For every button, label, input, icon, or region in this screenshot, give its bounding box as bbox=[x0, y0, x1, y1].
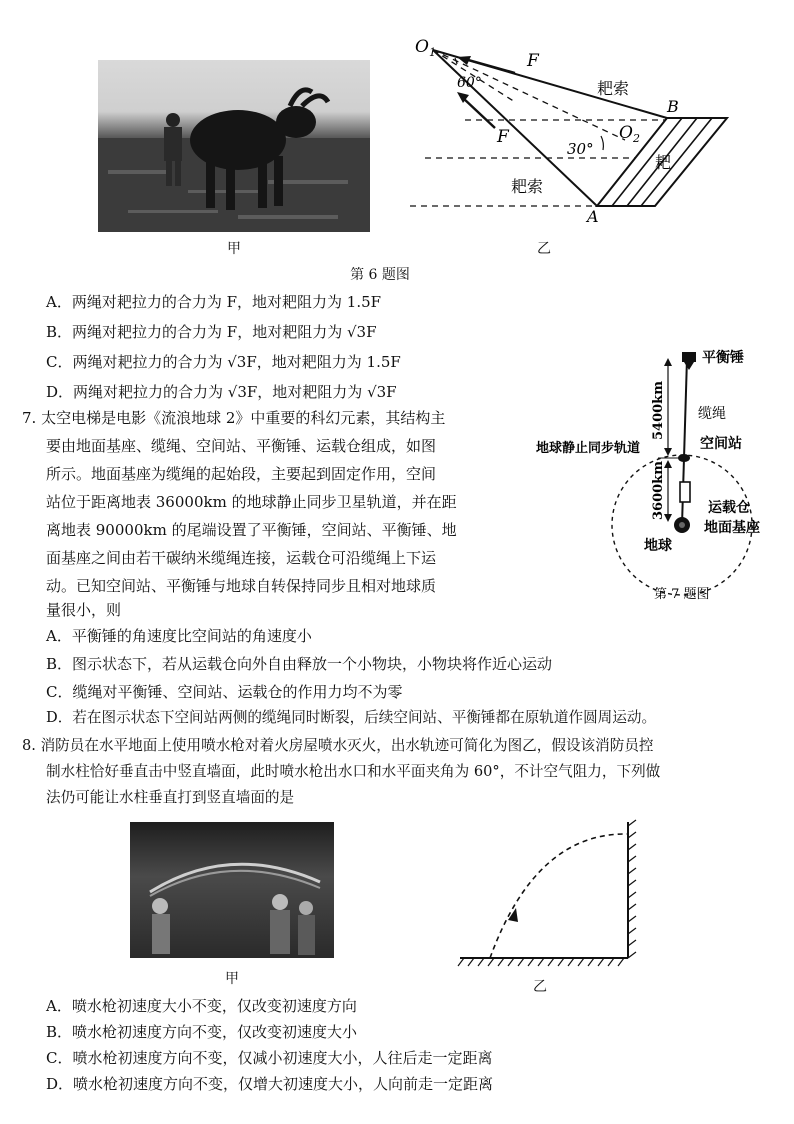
q8-label-jia: 甲 bbox=[225, 971, 239, 987]
angle-30-label: 30° bbox=[567, 140, 594, 158]
firefighter-illustration bbox=[130, 822, 334, 958]
q6-option-d: D．两绳对耙拉力的合力为 √3F，地对耙阻力为 √3F bbox=[46, 383, 397, 401]
cabin-label: 运载仓 bbox=[708, 500, 750, 516]
q6-figure-caption: 第 6 题图 bbox=[350, 267, 410, 283]
earth-label: 地球 bbox=[644, 538, 672, 554]
o2-label: $O_2$ bbox=[619, 123, 640, 145]
q7-option-a: A．平衡锤的角速度比空间站的角速度小 bbox=[46, 627, 312, 645]
o1-label: $O_1$ bbox=[415, 37, 436, 59]
q8-trajectory-diagram bbox=[456, 812, 656, 972]
rope-bottom-label: 耙索 bbox=[511, 177, 544, 196]
q7-stem-line-5: 离地表 90000km 的尾端设置了平衡锤，空间站、平衡锤、地 bbox=[46, 521, 457, 539]
q8-option-a: A．喷水枪初速度大小不变，仅改变初速度方向 bbox=[46, 997, 357, 1015]
q8-option-c: C．喷水枪初速度方向不变，仅减小初速度大小，人往后走一定距离 bbox=[46, 1049, 493, 1067]
q8-stem-line-3: 法仍可能让水柱垂直打到竖直墙面的是 bbox=[46, 789, 295, 806]
q7-stem-line-4: 站位于距离地表 36000km 的地球静止同步卫星轨道，并在距 bbox=[46, 493, 457, 511]
counterweight-label: 平衡锤 bbox=[702, 350, 744, 366]
q8-label-yi: 乙 bbox=[533, 979, 547, 995]
q7-stem-line-2: 要由地面基座、缆绳、空间站、平衡锤、运载仓组成，如图 bbox=[46, 437, 437, 455]
point-b-label: B bbox=[667, 97, 679, 116]
q7-stem-line-6: 面基座之间由若干碳纳米缆绳连接，运载仓可沿缆绳上下运 bbox=[46, 549, 437, 567]
q6-option-a: A．两绳对耙拉力的合力为 F，地对耙阻力为 1.5F bbox=[46, 293, 382, 311]
firefighter-photo bbox=[130, 822, 334, 958]
q8-stem-line-1: 8. 消防员在水平地面上使用喷水枪对着火房屋喷水灭火，出水轨迹可简化为图乙，假设该消防员控 bbox=[22, 737, 654, 754]
dist-lower-label: 3600km bbox=[651, 461, 666, 520]
f-top-label: F bbox=[527, 51, 539, 71]
q7-stem-line-8: 量很小，则 bbox=[46, 601, 122, 619]
angle-60-label: 60° bbox=[457, 75, 482, 91]
dist-upper-label: 5400km bbox=[651, 381, 666, 440]
q7-figure-caption: 第 7 题图 bbox=[654, 587, 710, 602]
q6-harrow-diagram bbox=[405, 30, 735, 230]
f-mid-label: F bbox=[497, 127, 509, 147]
q8-stem-line-2: 制水柱恰好垂直击中竖直墙面，此时喷水枪出水口和水平面夹角为 60°，不计空气阻力，下列做 bbox=[46, 763, 661, 780]
ox-plowing-photo bbox=[98, 60, 370, 232]
q7-option-d: D．若在图示状态下空间站两侧的缆绳同时断裂，后续空间站、平衡锤都在原轨道作圆周运动。 bbox=[46, 709, 657, 726]
rope-top-label: 耙索 bbox=[597, 79, 630, 98]
q8-option-d: D．喷水枪初速度方向不变，仅增大初速度大小，人向前走一定距离 bbox=[46, 1075, 494, 1093]
q6-option-b: B．两绳对耙拉力的合力为 F，地对耙阻力为 √3F bbox=[46, 323, 377, 341]
q6-label-jia: 甲 bbox=[227, 241, 241, 257]
q6-option-c: C．两绳对耙拉力的合力为 √3F，地对耙阻力为 1.5F bbox=[46, 353, 401, 371]
base-label: 地面基座 bbox=[704, 520, 760, 536]
station-label: 空间站 bbox=[700, 436, 742, 452]
q7-stem-line-1: 7. 太空电梯是电影《流浪地球 2》中重要的科幻元素，其结构主 bbox=[22, 409, 446, 427]
q7-space-elevator-diagram bbox=[532, 340, 784, 602]
harrow-label: 耙 bbox=[655, 153, 672, 172]
cable-label: 缆绳 bbox=[698, 406, 726, 422]
point-a-label: A bbox=[587, 207, 599, 226]
q7-option-c: C．缆绳对平衡锤、空间站、运载仓的作用力均不为零 bbox=[46, 683, 403, 701]
q7-option-b: B．图示状态下，若从运载仓向外自由释放一个小物块，小物块将作近心运动 bbox=[46, 655, 553, 673]
orbit-label: 地球静止同步轨道 bbox=[536, 441, 641, 456]
ox-plowing-illustration bbox=[98, 60, 370, 232]
q6-label-yi: 乙 bbox=[537, 241, 551, 257]
q8-option-b: B．喷水枪初速度方向不变，仅改变初速度大小 bbox=[46, 1023, 358, 1041]
q7-stem-line-3: 所示。地面基座为缆绳的起始段，主要起到固定作用，空间 bbox=[46, 465, 437, 483]
q7-stem-line-7: 动。已知空间站、平衡锤与地球自转保持同步且相对地球质 bbox=[46, 577, 437, 595]
